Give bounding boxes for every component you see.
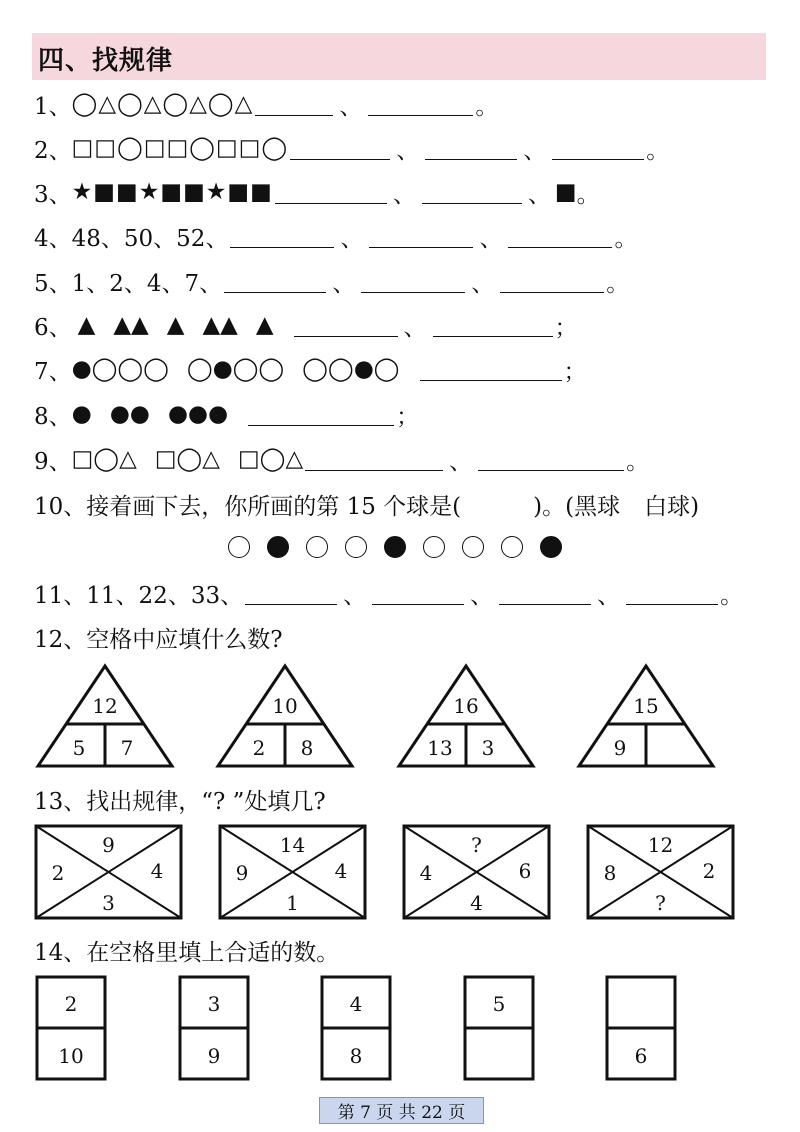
answer-blank[interactable] xyxy=(500,270,604,293)
question-number: 8、 xyxy=(34,403,72,430)
question-2 xyxy=(34,128,669,168)
question-number: 5、 xyxy=(34,270,72,297)
left-number: 2 xyxy=(51,861,65,885)
end-mark: 。 xyxy=(576,181,600,208)
end-mark: 。 xyxy=(475,93,499,120)
answer-blank[interactable] xyxy=(305,448,443,471)
answer-blank[interactable] xyxy=(425,137,517,160)
triangle-puzzle xyxy=(218,666,352,766)
question-label: 12、空格中应填什么数? xyxy=(34,626,283,653)
bottom-number: 9 xyxy=(207,1044,221,1068)
x-box-puzzle xyxy=(588,826,733,918)
answer-blank[interactable] xyxy=(372,582,464,605)
question-10 xyxy=(34,484,699,524)
separator: 、 xyxy=(396,137,420,164)
question-number: 10、 xyxy=(34,493,87,520)
shape-group: ▲ xyxy=(166,312,185,338)
number-sequence: 11、22、33、 xyxy=(86,582,244,609)
black-ball xyxy=(540,536,562,558)
question-5 xyxy=(34,261,629,301)
black-ball xyxy=(384,536,406,558)
section-header xyxy=(32,33,766,80)
question-number: 1、 xyxy=(34,93,72,120)
bottom-number: 10 xyxy=(58,1044,84,1068)
white-ball xyxy=(501,536,523,558)
number-box-puzzle xyxy=(322,977,390,1079)
number-box-puzzles xyxy=(0,974,800,1084)
triangle-puzzles xyxy=(0,660,800,772)
shape-sequence: ★■■★■■★■■ xyxy=(71,179,273,205)
x-box-puzzle xyxy=(36,826,181,918)
question-3 xyxy=(34,172,600,212)
triangle-puzzle xyxy=(579,666,713,766)
black-ball xyxy=(267,536,289,558)
answer-blank[interactable] xyxy=(230,225,334,248)
separator: 、 xyxy=(470,582,494,609)
top-number: 9 xyxy=(102,833,115,857)
separator: 、 xyxy=(392,181,416,208)
top-number: 14 xyxy=(279,833,306,857)
top-number: 15 xyxy=(633,694,659,718)
end-mark: ； xyxy=(554,314,578,341)
right-number: 4 xyxy=(150,859,164,883)
right-number: 7 xyxy=(120,736,134,760)
top-number: 5 xyxy=(492,992,506,1016)
ball-sequence xyxy=(228,536,579,558)
question-13 xyxy=(34,779,326,819)
white-ball xyxy=(306,536,328,558)
answer-blank[interactable] xyxy=(361,270,465,293)
answer-blank[interactable] xyxy=(369,225,473,248)
x-box-puzzle xyxy=(404,826,549,918)
answer-blank[interactable] xyxy=(245,582,337,605)
shape-group: □◯△ xyxy=(154,446,220,472)
question-label: 14、在空格里填上合适的数。 xyxy=(34,939,340,966)
answer-blank[interactable] xyxy=(422,181,522,204)
shape-group: ◯●◯◯ xyxy=(186,356,285,382)
shape-group: ● xyxy=(71,401,92,427)
white-ball xyxy=(423,536,445,558)
bottom-number: 6 xyxy=(634,1044,648,1068)
shape-group: ▲▲ xyxy=(202,312,238,338)
question-7 xyxy=(34,349,587,389)
shape-group: □◯△ xyxy=(71,446,137,472)
question-9 xyxy=(34,439,649,479)
triangle-puzzle xyxy=(38,666,172,766)
question-11 xyxy=(34,573,743,613)
separator: 、 xyxy=(449,448,473,475)
white-ball xyxy=(228,536,250,558)
end-mark: ； xyxy=(396,403,420,430)
top-number: 12 xyxy=(647,833,674,857)
page-footer: 第 7 页 共 22 页 xyxy=(319,1097,484,1124)
separator: 、 xyxy=(332,270,356,297)
end-mark: 。 xyxy=(646,137,670,164)
answer-blank[interactable] xyxy=(248,403,394,426)
triangle-puzzle xyxy=(399,666,533,766)
bottom-number: ? xyxy=(655,891,666,915)
answer-blank[interactable] xyxy=(508,225,612,248)
number-box-puzzle xyxy=(180,977,248,1079)
number-sequence: 48、50、52、 xyxy=(71,225,229,252)
shape-group: ◯◯●◯ xyxy=(302,356,400,382)
separator: 、 xyxy=(523,137,547,164)
top-number: ? xyxy=(471,833,482,857)
top-number: 16 xyxy=(453,694,479,718)
answer-blank[interactable] xyxy=(368,93,473,116)
right-number: 4 xyxy=(334,859,348,883)
question-4 xyxy=(34,216,637,256)
left-number: 9 xyxy=(613,736,627,760)
left-number: 2 xyxy=(252,736,266,760)
answer-blank[interactable] xyxy=(420,358,562,381)
question-number: 9、 xyxy=(34,448,72,475)
separator: 、 xyxy=(343,582,367,609)
question-label: 13、找出规律，“? ”处填几? xyxy=(34,788,326,815)
bottom-number: 1 xyxy=(286,891,299,915)
right-number: 3 xyxy=(481,736,495,760)
question-8 xyxy=(34,394,419,434)
bottom-number: 4 xyxy=(470,891,483,915)
given-shape: ■ xyxy=(554,179,577,205)
number-box-puzzle xyxy=(465,977,533,1079)
top-number: 2 xyxy=(64,992,78,1016)
answer-blank[interactable] xyxy=(290,137,390,160)
answer-blank[interactable] xyxy=(224,270,326,293)
bottom-number: 8 xyxy=(349,1044,363,1068)
top-number: 12 xyxy=(92,694,118,718)
left-number: 13 xyxy=(427,736,453,760)
shape-group: ●●● xyxy=(167,401,229,427)
bottom-number: 3 xyxy=(102,891,115,915)
answer-blank[interactable] xyxy=(255,93,333,116)
left-number: 4 xyxy=(419,861,433,885)
answer-blank[interactable] xyxy=(478,448,624,471)
separator: 、 xyxy=(597,582,621,609)
answer-blank[interactable] xyxy=(626,582,718,605)
separator: 、 xyxy=(527,181,551,208)
right-number: 2 xyxy=(702,859,716,883)
top-number: 4 xyxy=(349,992,363,1016)
end-mark: 。 xyxy=(614,225,638,252)
section-title: 四、找规律 xyxy=(38,46,174,76)
question-number: 3、 xyxy=(34,181,72,208)
white-ball xyxy=(462,536,484,558)
separator: 、 xyxy=(340,225,364,252)
answer-blank[interactable] xyxy=(275,181,387,204)
top-number: 10 xyxy=(272,694,298,718)
shape-sequence: □□◯□□◯□□◯ xyxy=(71,135,289,161)
number-box-puzzle xyxy=(607,977,675,1079)
shape-group: ▲▲ xyxy=(113,312,149,338)
x-box-puzzles xyxy=(0,822,800,922)
top-number: 3 xyxy=(207,992,221,1016)
end-mark: 。 xyxy=(720,582,744,609)
x-box-puzzle xyxy=(220,826,365,918)
separator: 、 xyxy=(471,270,495,297)
shape-group: □◯△ xyxy=(237,446,304,472)
question-number: 6、 xyxy=(34,314,72,341)
question-number: 2、 xyxy=(34,137,72,164)
question-number: 4、 xyxy=(34,225,72,252)
left-number: 5 xyxy=(72,736,86,760)
shape-sequence: ◯△◯△◯△◯△ xyxy=(71,91,254,117)
question-12 xyxy=(34,617,283,657)
number-sequence: 1、2、4、7、 xyxy=(71,270,223,297)
shape-group: ●◯◯◯ xyxy=(71,356,169,382)
white-ball xyxy=(345,536,367,558)
end-mark: ； xyxy=(563,358,587,385)
answer-blank[interactable] xyxy=(294,314,398,337)
question-text: 接着画下去，你所画的第 15 个球是( xyxy=(86,493,462,520)
end-mark: 。 xyxy=(626,448,650,475)
option-black: )。(黑球 xyxy=(533,493,621,520)
shape-group: ▲ xyxy=(255,312,274,338)
question-6 xyxy=(34,305,578,345)
question-1 xyxy=(34,84,498,124)
option-white: 白球) xyxy=(644,493,700,520)
shape-group: ●● xyxy=(109,401,150,427)
answer-blank[interactable] xyxy=(499,582,591,605)
left-number: 8 xyxy=(603,861,617,885)
question-number: 7、 xyxy=(34,358,72,385)
question-14 xyxy=(34,930,339,970)
left-number: 9 xyxy=(235,861,249,885)
answer-blank[interactable] xyxy=(433,314,553,337)
question-number: 11、 xyxy=(34,582,87,609)
separator: 、 xyxy=(339,93,363,120)
separator: 、 xyxy=(479,225,503,252)
right-number: 6 xyxy=(518,859,532,883)
answer-blank[interactable] xyxy=(552,137,644,160)
right-number: 8 xyxy=(300,736,314,760)
separator: 、 xyxy=(403,314,427,341)
end-mark: 。 xyxy=(606,270,630,297)
shape-group: ▲ xyxy=(77,312,96,338)
number-box-puzzle xyxy=(37,977,105,1079)
